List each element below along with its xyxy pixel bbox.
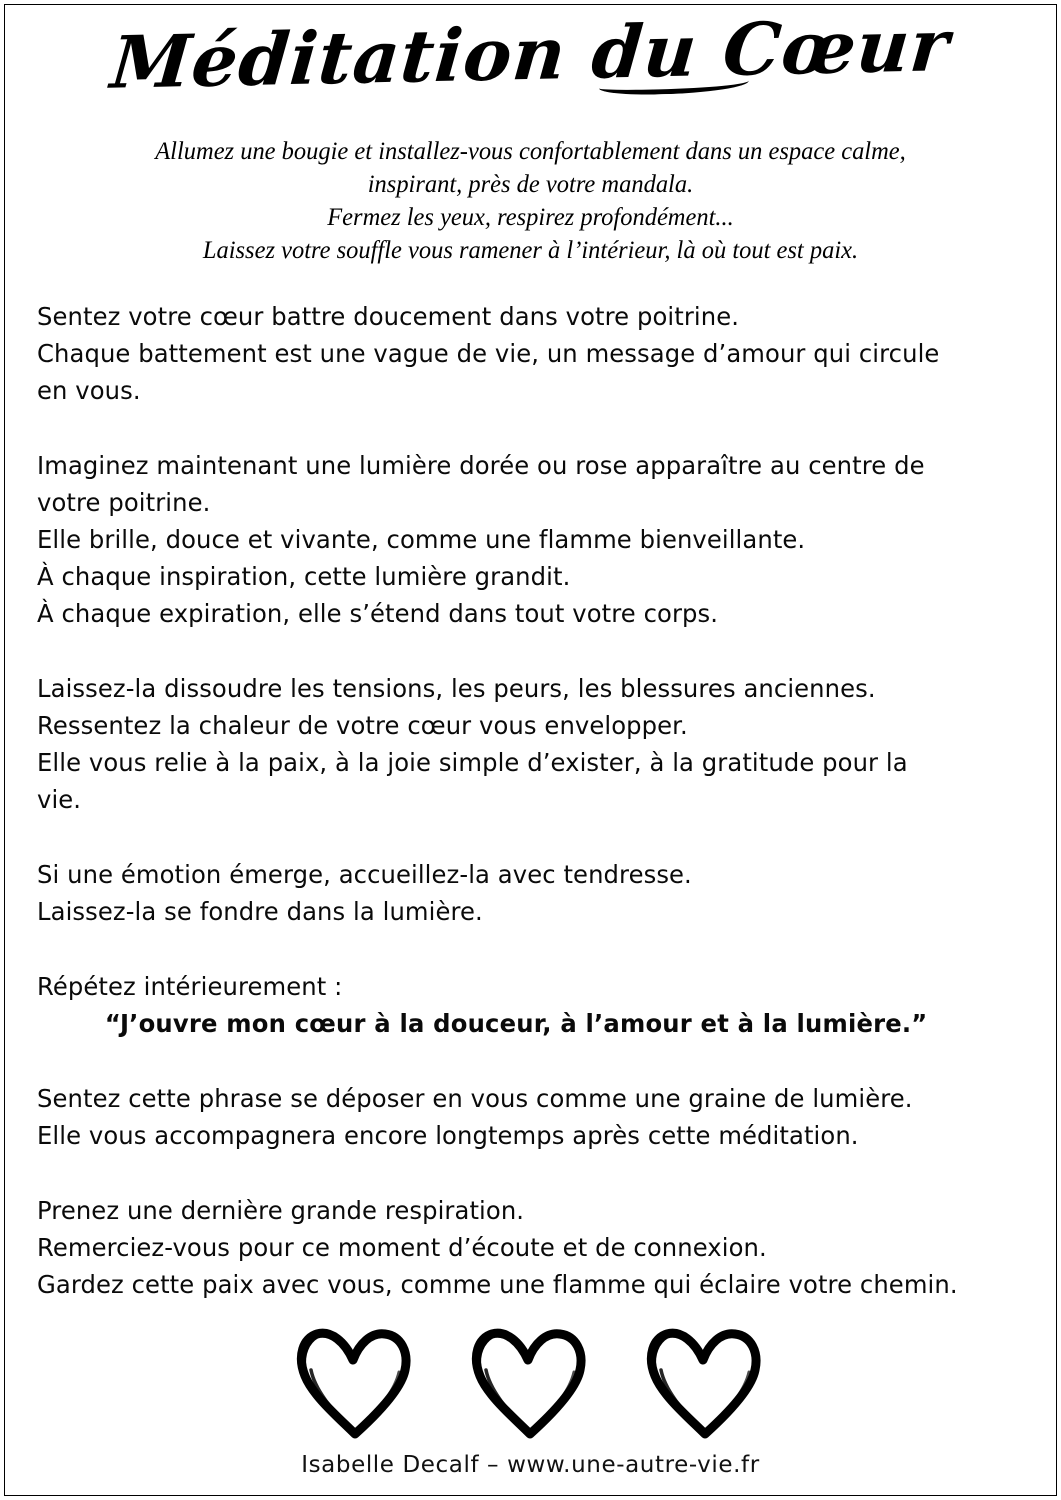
- body-line: Ressentez la chaleur de votre cœur vous envelopper.: [37, 711, 688, 740]
- intro-line: Allumez une bougie et installez-vous confortablement dans un espace calme,: [155, 136, 906, 165]
- meditation-body: [37, 298, 1025, 1303]
- paragraph: [37, 298, 995, 409]
- page-title-wrapper: [0, 2, 1061, 105]
- intro-text: [79, 134, 982, 266]
- heart-icon: [466, 1322, 596, 1442]
- heart-decoration-row: [0, 1322, 1061, 1442]
- body-line: votre poitrine.: [37, 488, 211, 517]
- body-line: À chaque inspiration, cette lumière grandit.: [37, 562, 571, 591]
- body-line: Remerciez-vous pour ce moment d’écoute et de connexion.: [37, 1233, 767, 1262]
- body-line: en vous.: [37, 376, 141, 405]
- body-line: Imaginez maintenant une lumière dorée ou rose apparaître au centre de: [37, 451, 925, 480]
- paragraph: [37, 856, 995, 930]
- body-line: Sentez votre cœur battre doucement dans votre poitrine.: [37, 302, 740, 331]
- paragraph: [37, 447, 995, 632]
- paragraph: [37, 1080, 995, 1154]
- body-line: Laissez-la se fondre dans la lumière.: [37, 897, 483, 926]
- body-line: Elle vous relie à la paix, à la joie simple d’exister, à la gratitude pour la: [37, 748, 908, 777]
- body-line: Gardez cette paix avec vous, comme une flamme qui éclaire votre chemin.: [37, 1270, 958, 1299]
- intro-line: inspirant, près de votre mandala.: [367, 169, 694, 198]
- intro-line: Fermez les yeux, respirez profondément...: [327, 202, 734, 231]
- body-line: Laissez-la dissoudre les tensions, les peurs, les blessures anciennes.: [37, 674, 876, 703]
- paragraph: [37, 670, 995, 818]
- page-title: Méditation du Cœur: [107, 2, 954, 105]
- footer-credit: Isabelle Decalf – www.une-autre-vie.fr: [301, 1452, 760, 1478]
- body-line: À chaque expiration, elle s’étend dans tout votre corps.: [37, 599, 719, 628]
- body-line: Chaque battement est une vague de vie, un message d’amour qui circule: [37, 339, 940, 368]
- body-line: vie.: [37, 785, 82, 814]
- intro-line: Laissez votre souffle vous ramener à l’intérieur, là où tout est paix.: [202, 235, 859, 264]
- paragraph: [37, 1192, 995, 1303]
- body-line: Prenez une dernière grande respiration.: [37, 1196, 525, 1225]
- body-line: Sentez cette phrase se déposer en vous comme une graine de lumière.: [37, 1084, 913, 1113]
- body-line: Répétez intérieurement :: [37, 972, 343, 1001]
- body-line: Elle vous accompagnera encore longtemps après cette méditation.: [37, 1121, 859, 1150]
- body-line: Si une émotion émerge, accueillez-la avec tendresse.: [37, 860, 692, 889]
- title-swash-underline: [598, 73, 748, 96]
- paragraph-mantra: [37, 968, 995, 1042]
- heart-icon: [641, 1322, 771, 1442]
- heart-icon: [291, 1322, 421, 1442]
- body-line: Elle brille, douce et vivante, comme une flamme bienveillante.: [37, 525, 806, 554]
- mantra-affirmation: “J’ouvre mon cœur à la douceur, à l’amour et à la lumière.”: [104, 1009, 928, 1038]
